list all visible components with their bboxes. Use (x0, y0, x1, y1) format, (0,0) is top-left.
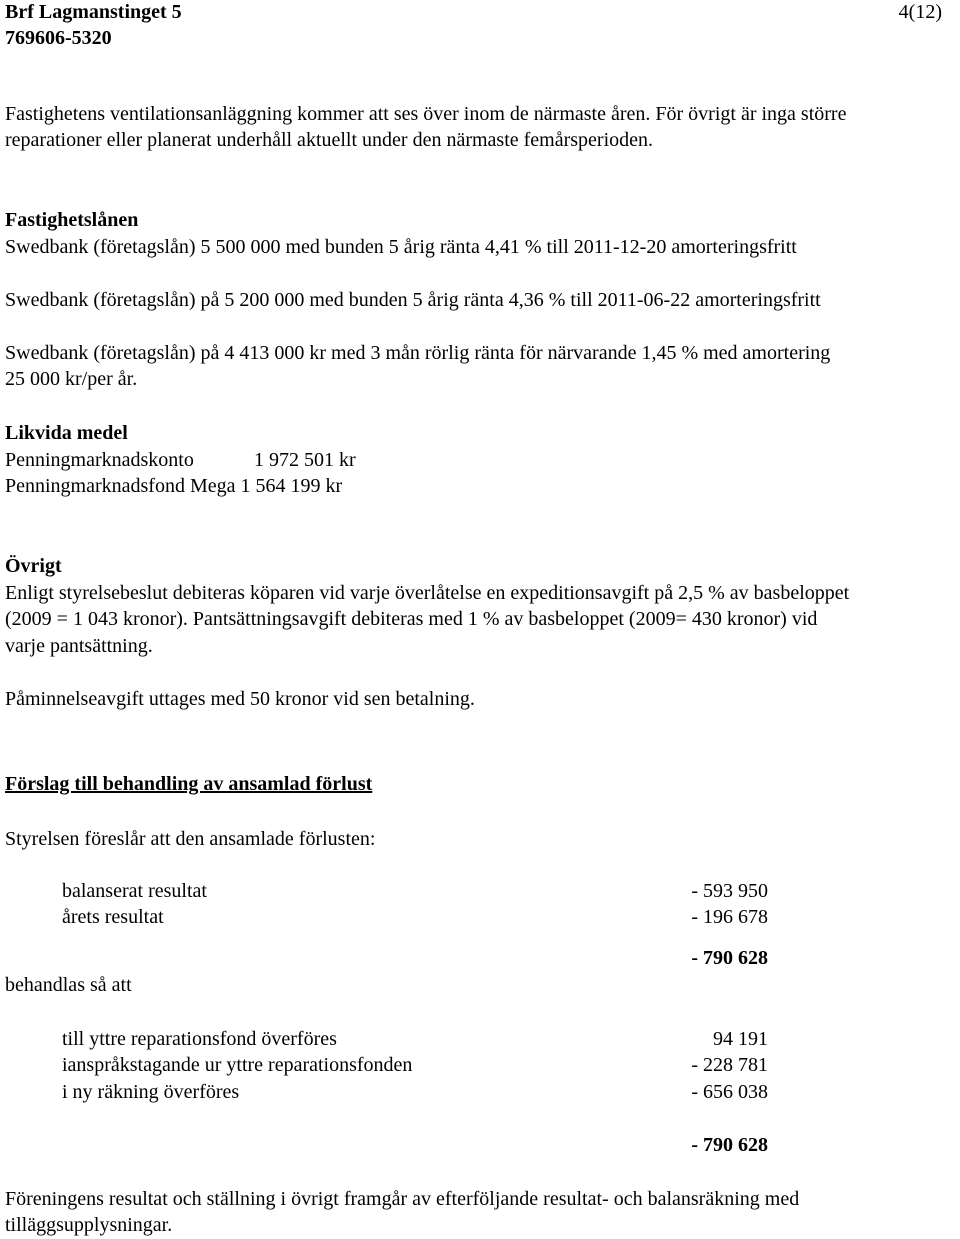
other-line-3: varje pantsättning. (5, 635, 153, 657)
liquid-row-1-label: Penningmarknadskonto (5, 449, 194, 471)
subtotal-value: - 790 628 (691, 947, 768, 969)
allocation-value: 94 191 (713, 1028, 768, 1050)
allocation-label: ianspråkstagande ur yttre reparationsfonden (62, 1054, 413, 1076)
loans-heading: Fastighetslånen (5, 209, 139, 231)
org-name: Brf Lagmanstinget 5 (5, 1, 182, 23)
allocation-value: - 228 781 (691, 1054, 768, 1076)
other-line-2: (2009 = 1 043 kronor). Pantsättningsavgift debiteras med 1 % av basbeloppet (2009= 430 kronor) vid (5, 608, 818, 630)
proposal-intro: Styrelsen föreslår att den ansamlade förlusten: (5, 828, 376, 850)
handled-label: behandlas så att (5, 974, 132, 996)
item-label: balanserat resultat (62, 880, 207, 902)
allocation-label: i ny räkning överföres (62, 1081, 240, 1103)
other-heading: Övrigt (5, 555, 62, 577)
reminder-fee: Påminnelseavgift uttages med 50 kronor vid sen betalning. (5, 688, 475, 710)
liquid-heading: Likvida medel (5, 422, 128, 444)
loan-3-line-2: 25 000 kr/per år. (5, 368, 138, 390)
intro-line-1: Fastighetens ventilationsanläggning kommer att ses över inom de närmaste åren. För övrigt är inga större (5, 103, 847, 125)
loan-1: Swedbank (företagslån) 5 500 000 med bunden 5 årig ränta 4,41 % till 2011-12-20 amorteringsfritt (5, 236, 797, 258)
liquid-row-2: Penningmarknadsfond Mega 1 564 199 kr (5, 475, 343, 497)
footer-line-2: tilläggsupplysningar. (5, 1214, 173, 1236)
proposal-heading: Förslag till behandling av ansamlad förlust (5, 773, 373, 795)
other-line-1: Enligt styrelsebeslut debiteras köparen vid varje överlåtelse en expeditionsavgift på 2,5 % av basbeloppet (5, 582, 850, 604)
item-value: - 593 950 (691, 880, 768, 902)
page-number: 4(12) (898, 1, 942, 23)
liquid-row-1-value: 1 972 501 kr (254, 449, 356, 471)
item-label: årets resultat (62, 906, 164, 928)
item-value: - 196 678 (691, 906, 768, 928)
loan-2: Swedbank (företagslån) på 5 200 000 med bunden 5 årig ränta 4,36 % till 2011-06-22 amorteringsfritt (5, 289, 821, 311)
allocation-label: till yttre reparationsfond överföres (62, 1028, 337, 1050)
footer-line-1: Föreningens resultat och ställning i övrigt framgår av efterföljande resultat- och balansräkning med (5, 1188, 800, 1210)
intro-line-2: reparationer eller planerat underhåll aktuellt under den närmaste femårsperioden. (5, 129, 654, 151)
loan-3-line-1: Swedbank (företagslån) på 4 413 000 kr med 3 mån rörlig ränta för närvarande 1,45 % med amortering (5, 342, 831, 364)
total-value: - 790 628 (691, 1134, 768, 1156)
org-number: 769606-5320 (5, 27, 112, 49)
allocation-value: - 656 038 (691, 1081, 768, 1103)
